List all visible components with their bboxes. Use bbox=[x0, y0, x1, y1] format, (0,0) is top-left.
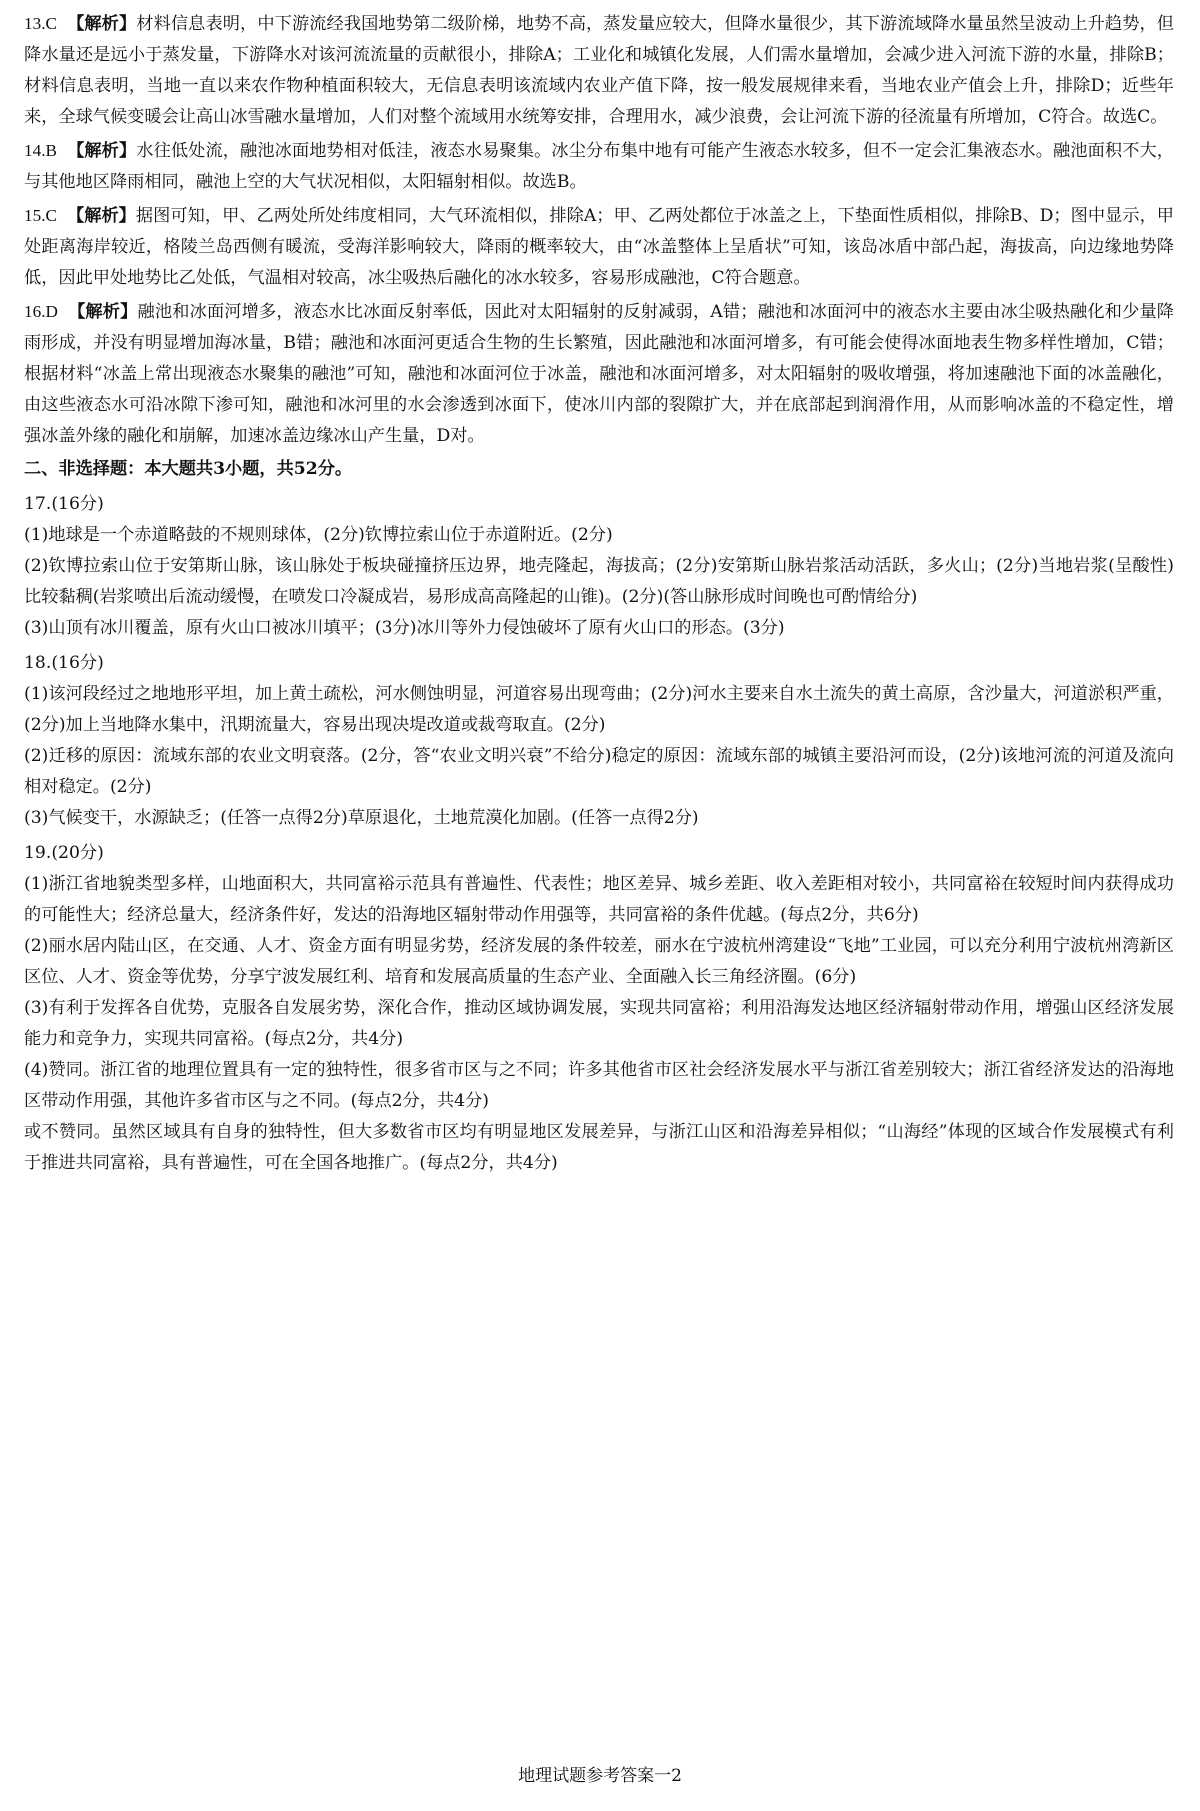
question-19-part-3: (3)有利于发挥各自优势，克服各自发展劣势，深化合作，推动区域协调发展，实现共同富裕；利用沿海发达地区经济辐射带动作用，增强山区经济发展能力和竞争力，实现共同富裕。(每点2分，共4分) bbox=[24, 998, 1174, 1049]
answer-letter: C bbox=[45, 14, 57, 33]
question-19-alternative: 或不赞同。虽然区域具有自身的独特性，但大多数省市区均有明显地区发展差异，与浙江山区和沿海差异相似；“山海经”体现的区域合作发展模式有利于推进共同富裕，具有普遍性，可在全国各地推广。(每点2分，共4分) bbox=[24, 1122, 1174, 1173]
question-18-heading: 18.(16分) bbox=[24, 653, 104, 673]
question-19-part-4: (4)赞同。浙江省的地理位置具有一定的独特性，很多省市区与之不同；许多其他省市区社会经济发展水平与浙江省差别较大；浙江省经济发达的沿海地区带动作用强，其他许多省市区与之不同。(每点2分，共4分) bbox=[24, 1060, 1174, 1111]
question-18-part-1: (1)该河段经过之地地形平坦，加上黄土疏松，河水侧蚀明显，河道容易出现弯曲；(2分)河水主要来自水土流失的黄土高原，含沙量大，河道淤积严重，(2分)加上当地降水集中，汛期流量大，容易出现决堤改道或裁弯取直。(2分) bbox=[24, 684, 1174, 735]
question-17-part-2: (2)钦博拉索山位于安第斯山脉，该山脉处于板块碰撞挤压边界，地壳隆起，海拔高；(2分)安第斯山脉岩浆活动活跃，多火山；(2分)当地岩浆(呈酸性)比较黏稠(岩浆喷出后流动缓慢，在喷发口冷凝成岩，易形成高高隆起的山锥)。(2分)(答山脉形成时间晚也可酌情给分) bbox=[24, 556, 1174, 607]
answer-letter: C bbox=[45, 206, 57, 225]
analysis-tag: 【解析】 bbox=[66, 14, 137, 34]
explanation-text: 水往低处流，融池冰面地势相对低洼，液态水易聚集。冰尘分布集中地有可能产生液态水较多，但不一定会汇集液态水。融池面积不大，与其他地区降雨相同，融池上空的大气状况相似，太阳辐射相似。故选B。 bbox=[24, 141, 1174, 192]
explanation-text: 材料信息表明，中下游流经我国地势第二级阶梯，地势不高，蒸发量应较大，但降水量很少，其下游流域降水量虽然呈波动上升趋势，但降水量还是远小于蒸发量，下游降水对该河流流量的贡献很小，排除A；工业化和城镇化发展，人们需水量增加，会减少进入河流下游的水量，排除B；材料信息表明，当地一直以来农作物种植面积较大，无信息表明该流域内农业产值下降，按一般发展规律来看，当地农业产值会上升，排除D；近些年来，全球气候变暖会让高山冰雪融水量增加，人们对整个流域用水统筹安排，合理用水，减少浪费，会让河流下游的径流量有所增加，C符合。故选C。 bbox=[24, 14, 1174, 127]
question-17-part-1: (1)地球是一个赤道略鼓的不规则球体，(2分)钦博拉索山位于赤道附近。(2分) bbox=[24, 525, 613, 545]
mc-item-13 bbox=[24, 8, 1174, 133]
question-17-heading: 17.(16分) bbox=[24, 494, 104, 514]
question-number: 14. bbox=[24, 141, 46, 160]
mc-item-14 bbox=[24, 135, 1174, 198]
question-18-part-2: (2)迁移的原因：流域东部的农业文明衰落。(2分，答“农业文明兴衰”不给分)稳定的原因：流域东部的城镇主要沿河而设，(2分)该地河流的河道及流向相对稳定。(2分) bbox=[24, 746, 1174, 797]
question-18-part-3: (3)气候变干，水源缺乏；(任答一点得2分)草原退化，土地荒漠化加剧。(任答一点得2分) bbox=[24, 808, 699, 828]
question-number: 15. bbox=[24, 206, 46, 225]
question-19-part-2: (2)丽水居内陆山区，在交通、人才、资金方面有明显劣势，经济发展的条件较差，丽水在宁波杭州湾建设“飞地”工业园，可以充分利用宁波杭州湾新区区位、人才、资金等优势，分享宁波发展红利、培育和发展高质量的生态产业、全面融入长三角经济圈。(6分) bbox=[24, 936, 1174, 987]
explanation-text: 据图可知，甲、乙两处所处纬度相同，大气环流相似，排除A；甲、乙两处都位于冰盖之上，下垫面性质相似，排除B、D；图中显示，甲处距离海岸较近，格陵兰岛西侧有暖流，受海洋影响较大，降雨的概率较大，由“冰盖整体上呈盾状”可知，该岛冰盾中部凸起，海拔高，向边缘地势降低，因此甲处地势比乙处低，气温相对较高，冰尘吸热后融化的冰水较多，容易形成融池，C符合题意。 bbox=[24, 206, 1174, 288]
analysis-tag: 【解析】 bbox=[66, 206, 136, 226]
question-number: 13. bbox=[24, 14, 46, 33]
page-footer: 地理试题参考答案一2 bbox=[518, 1766, 682, 1786]
page-content bbox=[24, 8, 1174, 1179]
answer-letter: B bbox=[45, 141, 57, 160]
section-title: 二、非选择题：本大题共3小题，共52分。 bbox=[24, 459, 353, 479]
question-number: 16. bbox=[24, 302, 46, 321]
answer-letter: D bbox=[45, 302, 58, 321]
mc-item-16 bbox=[24, 296, 1174, 452]
question-19-heading: 19.(20分) bbox=[24, 843, 104, 863]
question-17-part-3: (3)山顶有冰川覆盖，原有火山口被冰川填平；(3分)冰川等外力侵蚀破坏了原有火山口的形态。(3分) bbox=[24, 618, 785, 638]
mc-item-15 bbox=[24, 200, 1174, 294]
explanation-text: 融池和冰面河增多，液态水比冰面反射率低，因此对太阳辐射的反射减弱，A错；融池和冰面河中的液态水主要由冰尘吸热融化和少量降雨形成，并没有明显增加海冰量，B错；融池和冰面河更适合生物的生长繁殖，因此融池和冰面河增多，有可能会使得冰面地表生物多样性增加，C错；根据材料“冰盖上常出现液态水聚集的融池”可知，融池和冰面河位于冰盖，融池和冰面河增多，对太阳辐射的吸收增强，将加速融池下面的冰盖融化，由这些液态水可沿冰隙下渗可知，融池和冰河里的水会渗透到冰面下，使冰川内部的裂隙扩大，并在底部起到润滑作用，从而影响冰盖的不稳定性，增强冰盖外缘的融化和崩解，加速冰盖边缘冰山产生量，D对。 bbox=[24, 302, 1174, 446]
question-19-part-1: (1)浙江省地貌类型多样，山地面积大，共同富裕示范具有普遍性、代表性；地区差异、城乡差距、收入差距相对较小，共同富裕在较短时间内获得成功的可能性大；经济总量大，经济条件好，发达的沿海地区辐射带动作用强等，共同富裕的条件优越。(每点2分，共6分) bbox=[24, 874, 1174, 925]
analysis-tag: 【解析】 bbox=[67, 302, 138, 322]
analysis-tag: 【解析】 bbox=[66, 141, 137, 161]
